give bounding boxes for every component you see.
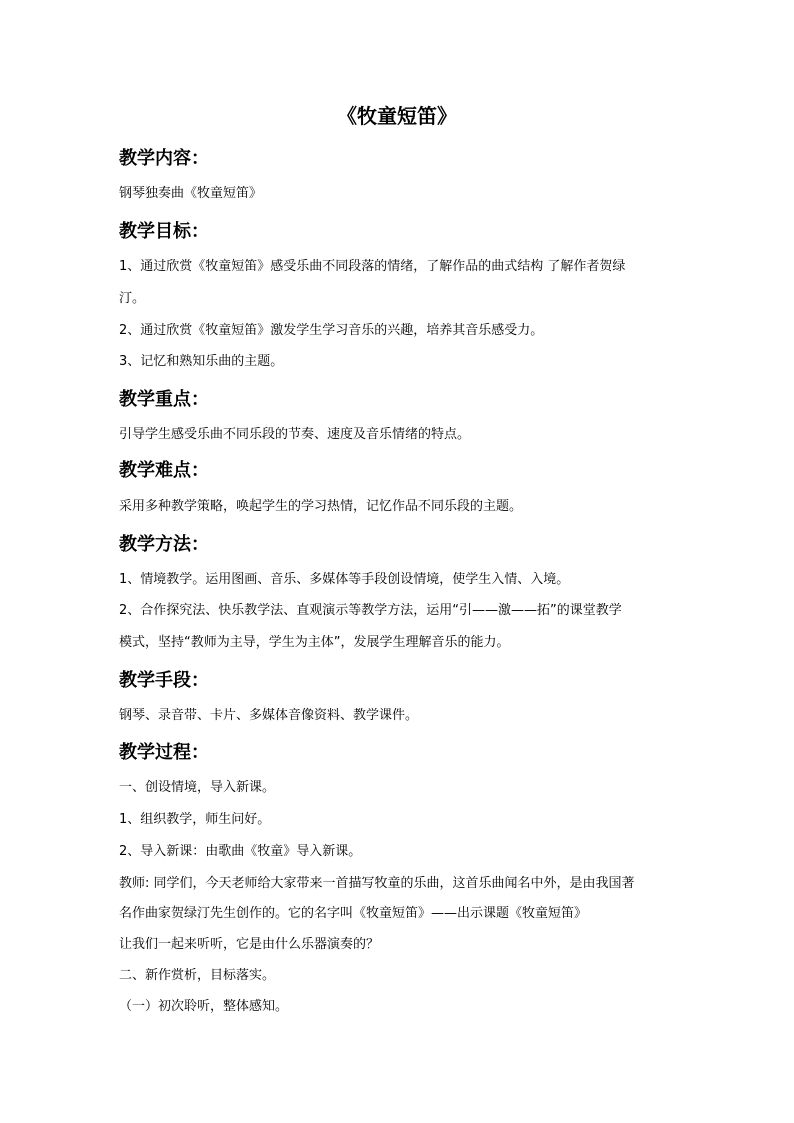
paragraph: 模式，坚持“教师为主导，学生为主体”，发展学生理解音乐的能力。 [119, 635, 510, 650]
paragraph: 1、组织教学，师生问好。 [119, 812, 271, 827]
paragraph: 一、创设情境，导入新课。 [119, 780, 276, 795]
paragraph: 1、情境教学。运用图画、音乐、多媒体等手段创设情境，使学生入情、入境。 [119, 572, 570, 587]
section-heading-means: 教学手段： [119, 670, 209, 691]
paragraph: 钢琴、录音带、卡片、多媒体音像资料、教学课件。 [119, 708, 419, 723]
section-heading-objectives: 教学目标： [119, 221, 209, 242]
paragraph: 2、导入新课：由歌曲《牧童》导入新课。 [119, 844, 362, 859]
paragraph: 教师: 同学们，今天老师给大家带来一首描写牧童的乐曲，这首乐曲闻名中外，是由我国著 [119, 876, 635, 891]
paragraph: 2、通过欣赏《牧童短笛》激发学生学习音乐的兴趣，培养其音乐感受力。 [119, 323, 544, 338]
paragraph: 名作曲家贺绿汀先生创作的。它的名字叫《牧童短笛》——出示课题《牧童短笛》 [119, 906, 588, 921]
paragraph: 钢琴独奏曲《牧童短笛》 [119, 186, 263, 201]
paragraph: 3、记忆和熟知乐曲的主题。 [119, 354, 284, 369]
paragraph: 采用多种教学策略，唤起学生的学习热情，记忆作品不同乐段的主题。 [119, 499, 523, 514]
section-heading-content: 教学内容： [119, 148, 209, 169]
paragraph: 汀。 [119, 291, 146, 306]
paragraph: 引导学生感受乐曲不同乐段的节奏、速度及音乐情绪的特点。 [119, 427, 471, 442]
section-heading-process: 教学过程： [119, 742, 209, 763]
paragraph: （一）初次聆听，整体感知。 [119, 999, 289, 1014]
paragraph: 1、通过欣赏《牧童短笛》感受乐曲不同段落的情绪，了解作品的曲式结构 了解作者贺绿 [119, 259, 626, 274]
section-heading-key-points: 教学重点： [119, 389, 209, 410]
section-heading-difficulties: 教学难点： [119, 460, 209, 481]
section-heading-methods: 教学方法： [119, 534, 209, 555]
paragraph: 让我们一起来听听，它是由什么乐器演奏的？ [119, 937, 380, 952]
document-title: 《牧童短笛》 [337, 104, 457, 128]
paragraph: 2、合作探究法、快乐教学法、直观演示等教学方法，运用“引——激——拓”的课堂教学 [119, 603, 622, 618]
paragraph: 二、新作赏析，目标落实。 [119, 968, 276, 983]
